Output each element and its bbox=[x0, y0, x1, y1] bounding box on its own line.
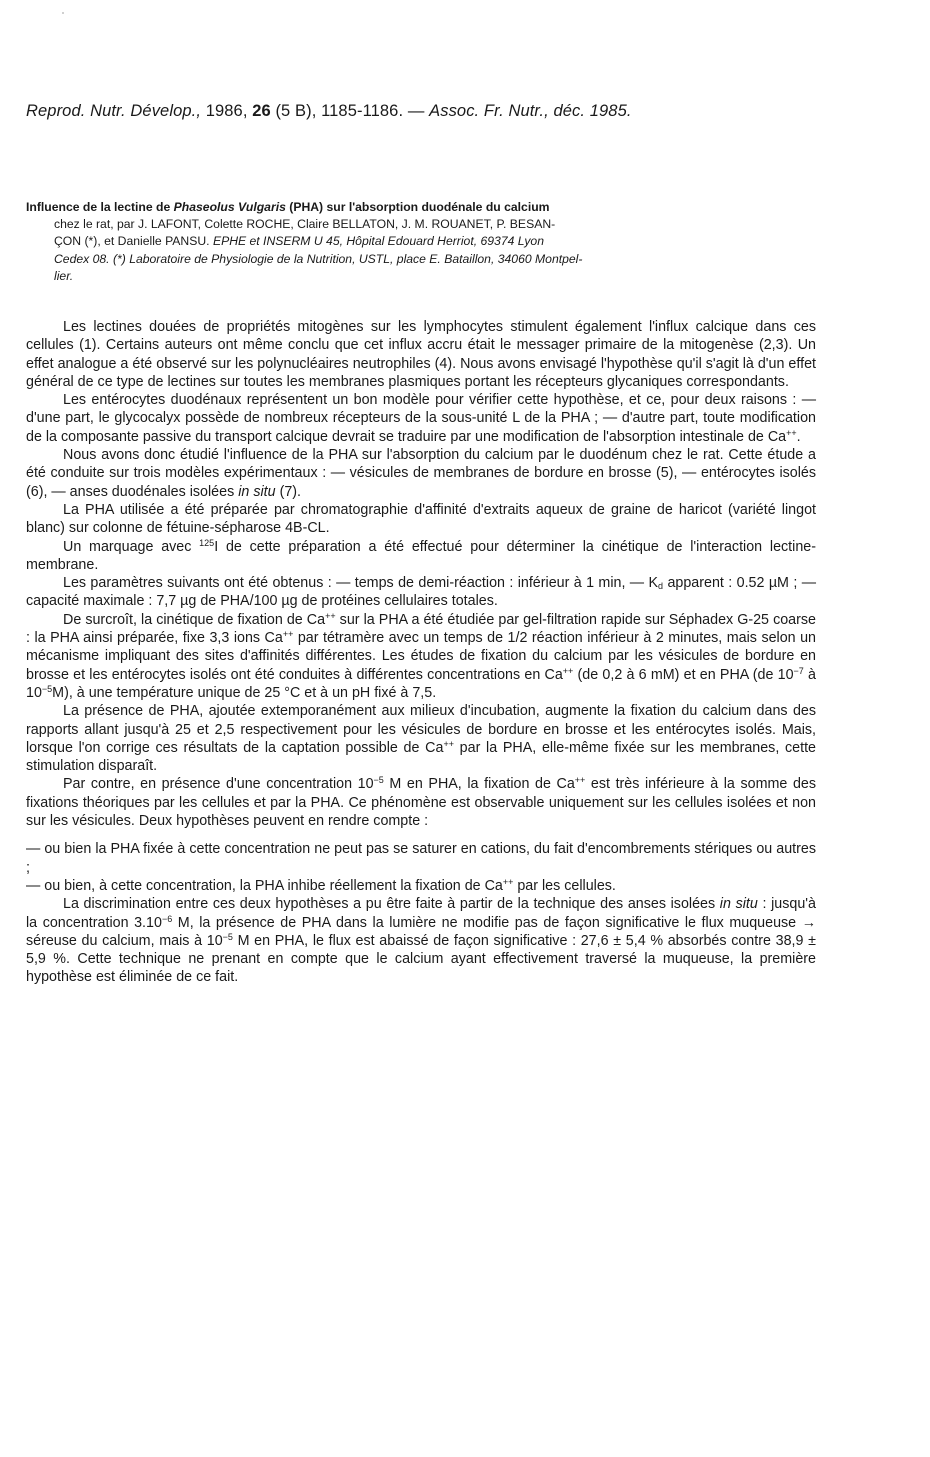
title-part: (PHA) sur l'absorption duodénale du calcium bbox=[289, 200, 550, 214]
paragraph-12 bbox=[26, 895, 816, 986]
paragraph-text: I de cette préparation a été effectué pour déterminer la cinétique de l'interaction lectine-membrane. bbox=[26, 538, 816, 573]
paragraph-text: M en PHA, la fixation de Ca bbox=[389, 776, 575, 793]
abstract-title-line-5 bbox=[26, 268, 818, 285]
paragraph-2 bbox=[26, 391, 816, 446]
paragraph-5 bbox=[26, 538, 816, 575]
superscript: ++ bbox=[562, 665, 574, 676]
paragraph-text: La présence de PHA, ajoutée extemporanément aux milieux d'incubation, augmente la fixation du calcium dans des rapports allant jusqu'à 25 et 2,5 respectivement pour les vésicules de bordure en brosse et les entérocytes isolés. Mais, lorsque l'on corrige ces résultats de la captation possible de Ca bbox=[26, 703, 816, 756]
affiliation: lier. bbox=[54, 268, 74, 283]
journal-name: Reprod. Nutr. Dévelop., bbox=[26, 102, 202, 120]
abstract-title-line-3 bbox=[26, 233, 818, 250]
paragraph-text: Par contre, en présence d'une concentration 10 bbox=[63, 776, 374, 793]
paragraph-11 bbox=[26, 877, 816, 895]
superscript: ++ bbox=[786, 427, 797, 438]
superscript: −6 bbox=[161, 913, 173, 924]
paragraph-text: : jusqu'à la concentration 3.10 bbox=[26, 896, 816, 931]
abstract-title-block bbox=[26, 199, 818, 285]
paragraph-7 bbox=[26, 611, 816, 702]
paragraph-text: par tétramère avec un temps de 1/2 réaction inférieur à 2 minutes, mais selon un mécanisme impliquant des sites d'affinités différentes. Les études de fixation du calcium par les vésicules de bordure en brosse et les entérocytes isolés ont été conduites à différentes concentrations en Ca bbox=[26, 630, 817, 683]
paragraph-text: Un marquage avec bbox=[63, 538, 192, 555]
paragraph-text: — ou bien la PHA fixée à cette concentration ne peut pas se saturer en cations, du fait d'encombrements stériques ou autres ; bbox=[26, 841, 816, 876]
superscript: 125 bbox=[199, 537, 215, 548]
paragraph-4 bbox=[26, 501, 816, 538]
abstract-title-line-1 bbox=[26, 199, 818, 216]
superscript: −5 bbox=[373, 775, 384, 786]
paragraph-text: (de 0,2 à 6 mM) et en PHA (de 10 bbox=[577, 666, 794, 683]
superscript: ++ bbox=[282, 629, 294, 640]
association-name: Assoc. Fr. Nutr., déc. 1985. bbox=[429, 102, 632, 120]
header-dash: — bbox=[407, 102, 425, 120]
paragraph-text: — ou bien, à cette concentration, la PHA inhibe réellement la fixation de Ca bbox=[26, 877, 503, 894]
paragraph-text: sur la PHA a été étudiée par gel-filtration rapide sur Séphadex G-25 coarse : la PHA ainsi préparée, fixe 3,3 ions Ca bbox=[26, 611, 816, 647]
paragraph-10 bbox=[26, 840, 816, 877]
superscript: ++ bbox=[502, 876, 514, 887]
superscript: ++ bbox=[574, 775, 586, 786]
paragraph-text: Nous avons donc étudié l'influence de la PHA sur l'absorption du calcium par le duodénum chez le rat. Cette étude a été conduite sur trois modèles expérimentaux : — vésicules de membranes de bordure en brosse (5), — entérocytes isolés (6), — anses duodénales isolées bbox=[26, 447, 816, 500]
paragraph-text: par la PHA, elle-même fixée sur les membranes, cette stimulation disparaît. bbox=[26, 739, 817, 775]
paragraph-6 bbox=[26, 574, 816, 611]
paragraph-text: Les lectines douées de propriétés mitogènes sur les lymphocytes stimulent également l'influx calcique dans ces cellules (1). Certains auteurs ont même conclu que cet influx accru était le messager primaire de la mitogenèse (2,3). Un effet analogue a été observé sur les polynucléaires neutrophiles (4). Nous avons envisagé l'hypothèse qu'il s'agit là d'un effet général de ce type de lectines sur toutes les membranes plasmiques portant les récepteurs glycaniques correspondants. bbox=[26, 319, 816, 390]
paragraph-text: (7). bbox=[279, 483, 302, 500]
superscript: −5 bbox=[222, 931, 233, 942]
paragraph-3 bbox=[26, 446, 816, 501]
species-name: Phaseolus Vulgaris bbox=[173, 200, 286, 214]
paragraph-text: De surcroît, la cinétique de fixation de Ca bbox=[63, 611, 326, 628]
superscript: −5 bbox=[41, 683, 53, 694]
paragraph-text: par les cellules. bbox=[517, 877, 616, 894]
authors-line: chez le rat, par J. LAFONT, Colette ROCHE, Claire BELLATON, J. M. ROUANET, P. BESAN- bbox=[54, 217, 556, 232]
paragraph-9 bbox=[26, 775, 816, 830]
superscript: −7 bbox=[793, 665, 804, 676]
paragraph-text: est très inférieure à la somme des fixations théoriques par les cellules et par la PHA. Ce phénomène est observable uniquement sur les cellules isolées et non sur les vésicules. Deux hypothèses peuvent en rendre compte : bbox=[26, 776, 816, 830]
superscript: ++ bbox=[443, 738, 454, 749]
journal-citation-header bbox=[26, 102, 826, 121]
paragraph-1 bbox=[26, 318, 816, 391]
abstract-title-line-2 bbox=[26, 216, 818, 233]
abstract-title-line-4 bbox=[26, 251, 818, 268]
journal-volume: 26 bbox=[252, 102, 271, 120]
paragraph-text: La discrimination entre ces deux hypothèses a pu être faite à partir de la technique des anses isolées bbox=[63, 896, 716, 913]
paragraph-text: M, la présence de PHA dans la lumière ne modifie pas de façon significative le flux muqueuse → séreuse du calcium, mais à 10 bbox=[26, 914, 816, 949]
affiliation: EPHE et INSERM U 45, Hôpital Edouard Herriot, 69374 Lyon bbox=[212, 234, 544, 249]
paragraph-text: M en PHA, le flux est abaissé de façon significative : 27,6 ± 5,4 % absorbés contre 38,9 ± 5,9 %. Cette technique ne prenant en compte que le calcium ayant effectivement traversé la muqueuse, la première hypothèse est éliminée de ce fait. bbox=[26, 932, 816, 986]
paragraph-text: à 10 bbox=[26, 666, 816, 701]
paragraph-text: La PHA utilisée a été préparée par chromatographie d'affinité d'extraits aqueux de graine de haricot (variété lingot blanc) sur colonne de fétuine-sépharose 4B-CL. bbox=[26, 501, 816, 537]
paragraph-text: Les entérocytes duodénaux représentent un bon modèle pour vérifier cette hypothèse, et ce, pour deux raisons : — d'une part, le glycocalyx possède de nombreux récepteurs de la sous-unité L de la PHA ; — d'autre part, toute modification de la composante passive du transport calcique devrait se traduire par une modification de l'absorption intestinale de Ca bbox=[26, 392, 816, 445]
body-text bbox=[26, 318, 816, 987]
paragraph-text: Les paramètres suivants ont été obtenus : — temps de demi-réaction : inférieur à 1 min, — K bbox=[63, 575, 659, 592]
paragraph-text: . bbox=[796, 428, 801, 445]
title-part: Influence de la lectine de bbox=[26, 200, 171, 214]
authors-line: ÇON (*), et Danielle PANSU. bbox=[54, 234, 210, 249]
scan-speck bbox=[62, 12, 64, 14]
paragraph-text: M), à une température unique de 25 °C et à un pH fixé à 7,5. bbox=[52, 684, 437, 701]
italic-term: in situ bbox=[238, 483, 276, 500]
journal-issue: (5 B), bbox=[275, 102, 317, 120]
paragraph-text: apparent : 0.52 µM ; — capacité maximale : 7,7 µg de PHA/100 µg de protéines cellulaires totales. bbox=[26, 575, 817, 610]
affiliation: Cedex 08. (*) Laboratoire de Physiologie de la Nutrition, USTL, place E. Bataillon, 34060 Montpel- bbox=[54, 251, 583, 266]
journal-year: 1986, bbox=[205, 102, 248, 120]
subscript: d bbox=[658, 581, 664, 592]
italic-term: in situ bbox=[719, 896, 758, 913]
journal-pages: 1185-1186. bbox=[321, 102, 404, 120]
superscript: ++ bbox=[325, 610, 336, 621]
paragraph-8 bbox=[26, 702, 816, 775]
